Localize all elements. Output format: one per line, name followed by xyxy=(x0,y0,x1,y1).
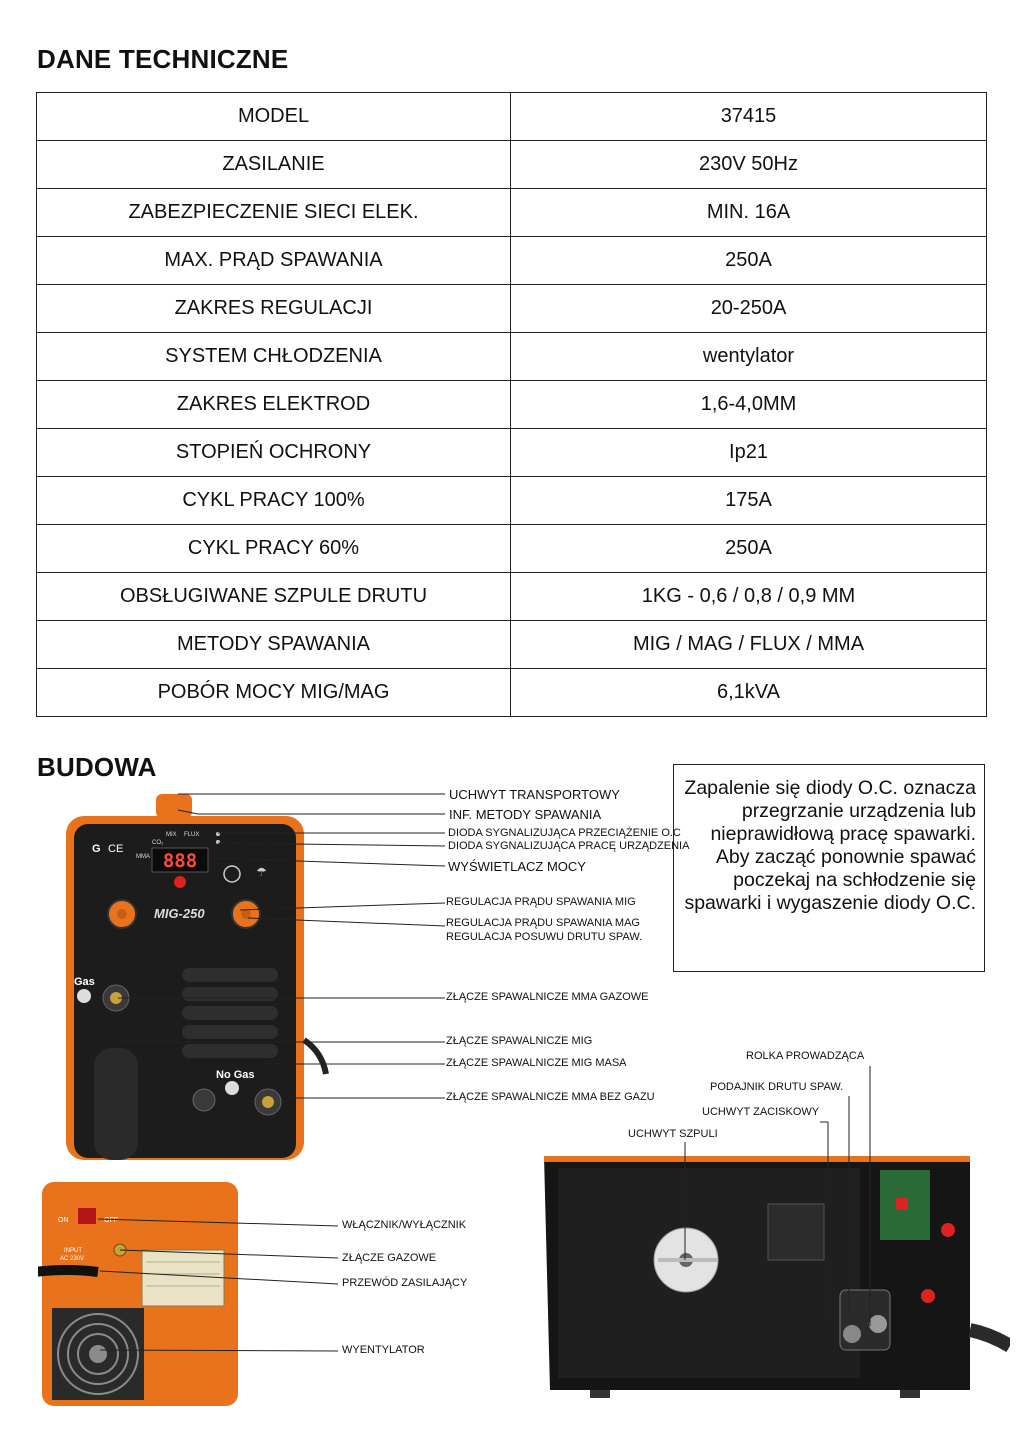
mode-label-mix: MIX xyxy=(166,832,177,838)
spec-value: 1KG - 0,6 / 0,8 / 0,9 MM xyxy=(511,573,987,621)
spec-value: wentylator xyxy=(511,333,987,381)
front-callout-label: REGULACJA PRĄDU SPAWANIA MIG xyxy=(446,896,636,908)
spec-label: STOPIEŃ OCHRONY xyxy=(37,429,511,477)
svg-text:G: G xyxy=(92,843,101,855)
spec-label: CYKL PRACY 60% xyxy=(37,525,511,573)
spec-value: Ip21 xyxy=(511,429,987,477)
inside-callout-label: UCHWYT ZACISKOWY xyxy=(702,1106,820,1118)
spec-label: ZAKRES ELEKTROD xyxy=(37,381,511,429)
front-callout-label: DIODA SYGNALIZUJĄCA PRZECIĄŻENIE O.C xyxy=(448,827,681,839)
specs-title: DANE TECHNICZNE xyxy=(37,44,289,74)
spec-value: 250A xyxy=(511,237,987,285)
spec-value: MIG / MAG / FLUX / MMA xyxy=(511,621,987,669)
spec-label: MODEL xyxy=(37,93,511,141)
spec-value: 37415 xyxy=(511,93,987,141)
spec-value: 1,6-4,0MM xyxy=(511,381,987,429)
front-callout-label: REGULACJA PRĄDU SPAWANIA MAG REGULACJA POSUWU DRUTU SPAW. xyxy=(446,917,643,943)
spec-value: 6,1kVA xyxy=(511,669,987,717)
oc-note: Zapalenie się diody O.C. oznacza przegrzanie urządzenia lub nieprawidłową pracę spawarki. Aby zacząć ponownie spawać poczekaj na schłodzenie się spawarki i wygaszenie diody O.C. xyxy=(673,764,985,972)
spec-value: MIN. 16A xyxy=(511,189,987,237)
front-callout-label: WYŚWIETLACZ MOCY xyxy=(448,859,586,874)
spec-label: SYSTEM CHŁODZENIA xyxy=(37,333,511,381)
spec-label: CYKL PRACY 100% xyxy=(37,477,511,525)
back-callout-label: PRZEWÓD ZASILAJĄCY xyxy=(342,1277,468,1289)
spec-value: 175A xyxy=(511,477,987,525)
input-label: INPUT xyxy=(64,1248,82,1254)
spec-value: 250A xyxy=(511,525,987,573)
mode-label-mma: MMA xyxy=(136,854,150,860)
spec-label: OBSŁUGIWANE SZPULE DRUTU xyxy=(37,573,511,621)
input-voltage: AC 230V xyxy=(60,1256,85,1262)
spec-label: METODY SPAWANIA xyxy=(37,621,511,669)
svg-text:CE: CE xyxy=(108,843,124,855)
switch-off-label: OFF xyxy=(104,1217,118,1224)
power-display: 888 xyxy=(162,850,198,872)
back-callout-label: WYENTYLATOR xyxy=(342,1344,425,1356)
front-callout-label: ZŁĄCZE SPAWALNICZE MIG xyxy=(446,1035,593,1047)
front-callout-label: ZŁĄCZE SPAWALNICZE MMA BEZ GAZU xyxy=(446,1091,655,1103)
front-callout-label: ZŁĄCZE SPAWALNICZE MMA GAZOWE xyxy=(446,991,649,1003)
spec-value: 20-250A xyxy=(511,285,987,333)
inside-callout-label: PODAJNIK DRUTU SPAW. xyxy=(710,1081,844,1093)
no-gas-label: No Gas xyxy=(216,1069,255,1081)
gas-label: Gas xyxy=(74,976,95,988)
spec-label: MAX. PRĄD SPAWANIA xyxy=(37,237,511,285)
spec-label: POBÓR MOCY MIG/MAG xyxy=(37,669,511,717)
model-badge: MIG-250 xyxy=(154,906,205,921)
front-callout-label: UCHWYT TRANSPORTOWY xyxy=(449,787,620,802)
back-callout-label: WŁĄCZNIK/WYŁĄCZNIK xyxy=(342,1219,467,1231)
mode-label-flux: FLUX xyxy=(184,832,200,838)
inside-callout-label: ROLKA PROWADZĄCA xyxy=(746,1050,865,1062)
inside-callout-label: UCHWYT SZPULI xyxy=(628,1128,718,1140)
front-callout-label: INF. METODY SPAWANIA xyxy=(449,807,602,822)
front-callout-label: DIODA SYGNALIZUJĄCA PRACĘ URZĄDZENIA xyxy=(448,840,690,852)
front-callout-label: ZŁĄCZE SPAWALNICZE MIG MASA xyxy=(446,1057,627,1069)
spec-label: ZAKRES REGULACJI xyxy=(37,285,511,333)
mode-label-co2: CO₂ xyxy=(152,840,164,846)
umbrella-icon: ☂ xyxy=(256,865,267,879)
spec-value: 230V 50Hz xyxy=(511,141,987,189)
spec-label: ZASILANIE xyxy=(37,141,511,189)
spec-label: ZABEZPIECZENIE SIECI ELEK. xyxy=(37,189,511,237)
back-callout-label: ZŁĄCZE GAZOWE xyxy=(342,1252,437,1264)
build-title: BUDOWA xyxy=(37,752,157,782)
switch-on-label: ON xyxy=(58,1217,69,1224)
